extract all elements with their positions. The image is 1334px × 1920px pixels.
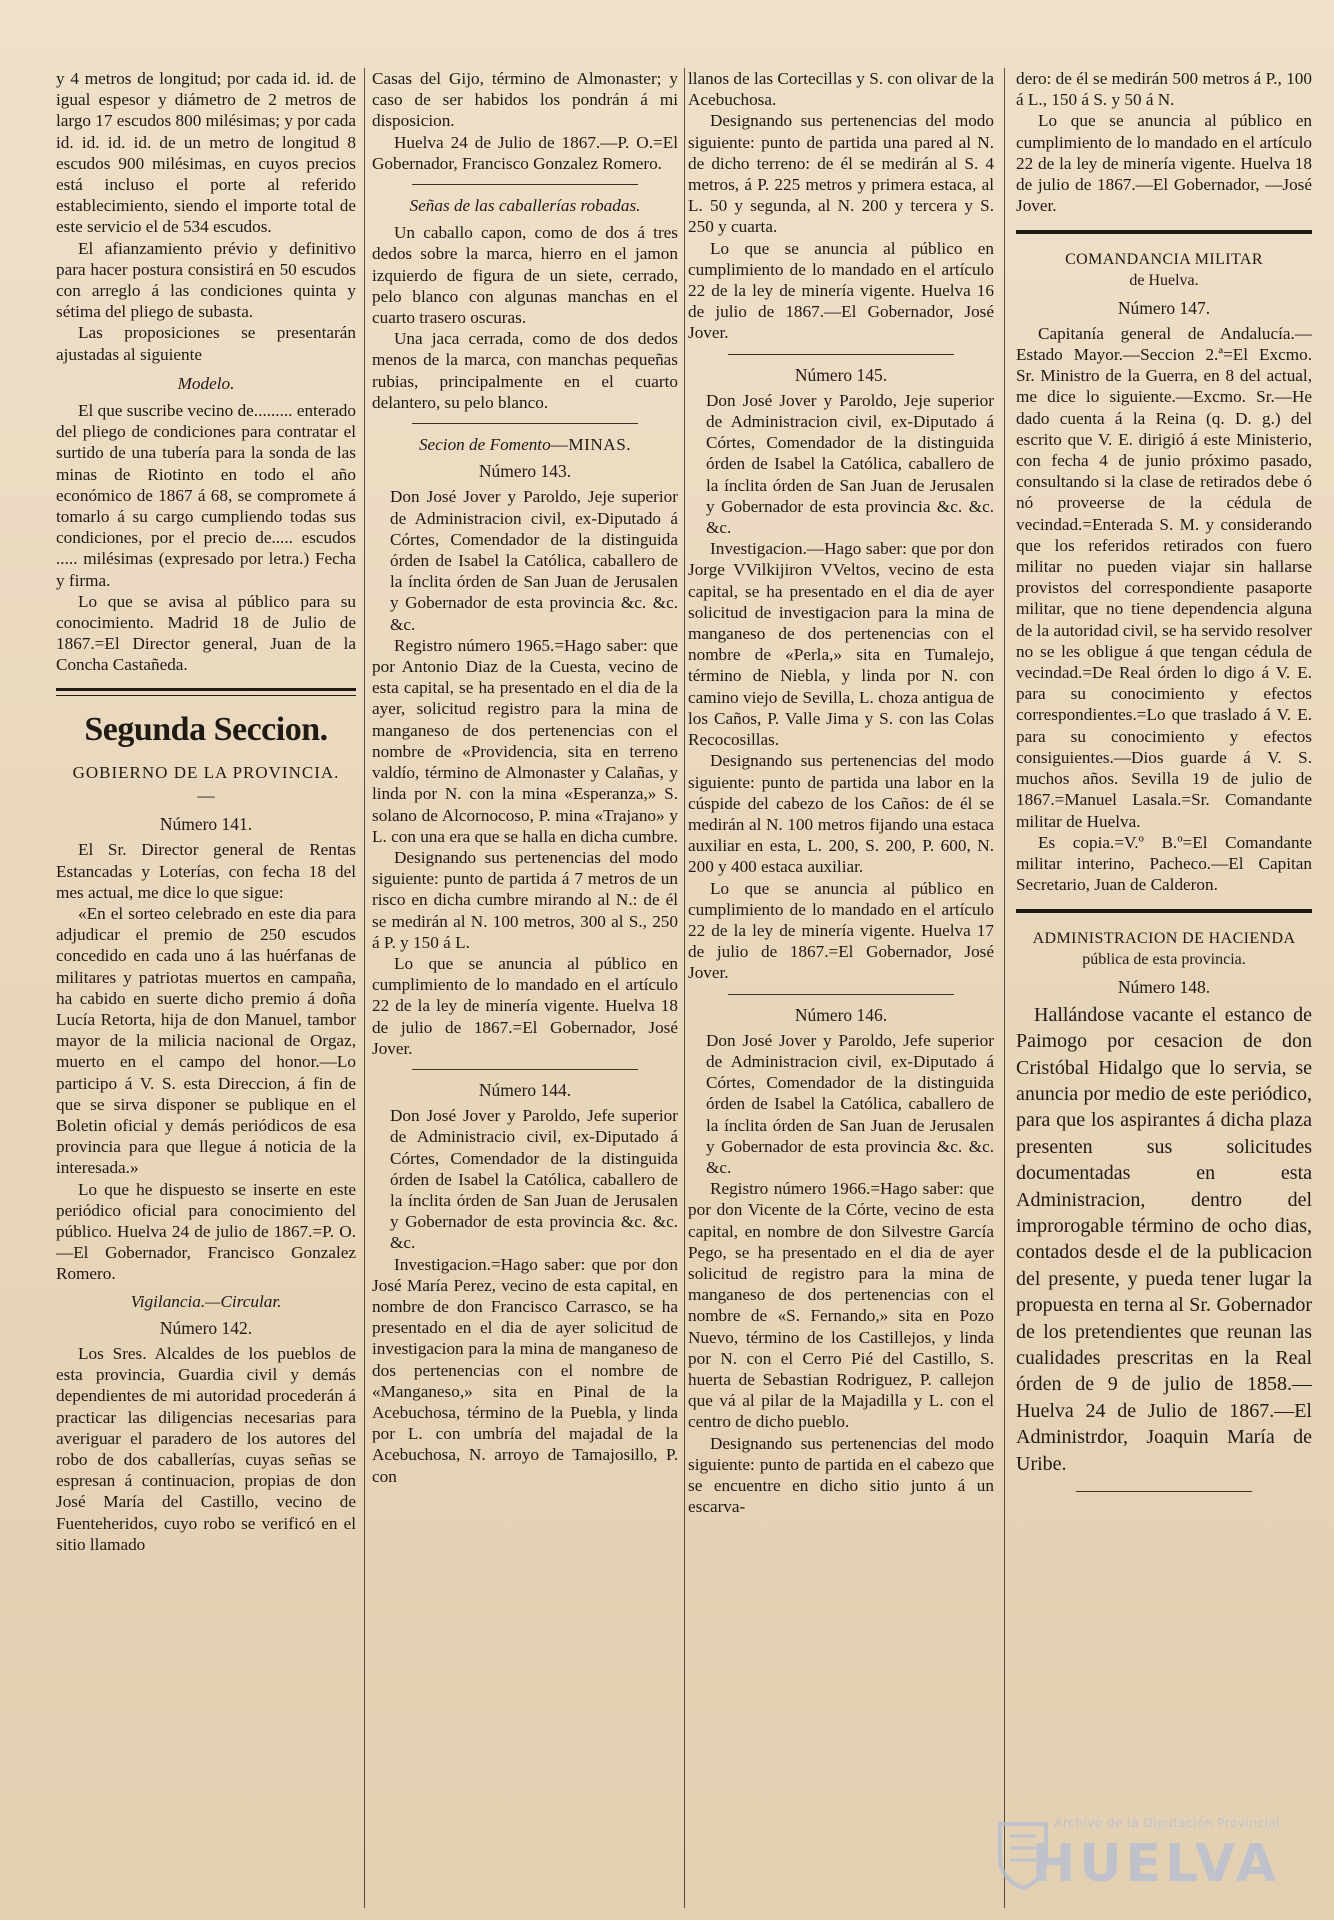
paragraph: El Sr. Director general de Rentas Estancadas y Loterías, con fecha 18 del mes actual, me dice lo que sigue: [56, 840, 356, 902]
paragraph: Designando sus pertenencias del modo siguiente: punto de partida á 7 metros de un risco en dicha cumbre mirando al N.: de él se medirán al N. 100 metros, 300 al S., 250 á P. y 150 á L. [372, 847, 678, 952]
column-1 [56, 68, 356, 1908]
notice-number: Número 143. [478, 461, 572, 482]
divider [728, 354, 954, 355]
paragraph: Un caballo capon, como de dos á tres dedos sobre la marca, hierro en el jamon izquierdo de figura de un siete, cerrado, pelo blanco con algunas manchas en el cuarto trasero oscuras. [372, 223, 678, 328]
paragraph: Don José Jover y Paroldo, Jefe superior de Administracio civil, ex-Diputado á Córtes, Comendador de la distinguida órden de Isabel la Católica, caballero de la ínclita órden de San Juan de Jerusalen y Gobernador de esta provincia &c. &c. &c. [390, 1106, 678, 1253]
paragraph: Designando sus pertenencias del modo siguiente: punto de partida una pared al N. de dicho terreno: de él se medirán al S. 4 metros, á P. 225 metros y primera estaca, al L. 50 y segunda, al N. 200 y tercera y S. 250 y cuarta. [688, 111, 994, 237]
paragraph: Don José Jover y Paroldo, Jeje superior de Administracion civil, ex-Diputado á Córtes, Comendador de la distinguida órden de Isabel la Católica, caballero de la ínclita órden de San Juan de Jerusalen y Gobernador de esta provincia &c. &c. &c. [390, 487, 678, 634]
column-divider [684, 68, 685, 1908]
gobierno-heading: GOBIERNO DE LA PROVINCIA. [72, 762, 340, 782]
paragraph: Lo que se avisa al público para su conocimiento. Madrid 18 de Julio de 1867.=El Director general, Juan de la Concha Castañeda. [56, 591, 356, 675]
divider [412, 423, 638, 424]
paragraph: Don José Jover y Paroldo, Jefe superior de Administracion civil, ex-Diputado á Córtes, Comendador de la distinguida órden de Isabel la Católica, caballero de la ínclita órden de San Juan de Jerusalen y Gobernador de esta provincia &c. &c. &c. [706, 1030, 994, 1177]
section-title: Segunda Seccion. [84, 710, 328, 748]
column-2 [372, 68, 678, 1908]
paragraph: Registro número 1966.=Hago saber: que por don Vicente de la Córte, vecino de esta capital, en nombre de don Silvestre García Pego, se ha presentado en el dia de ayer solicitud de registro para la mina de manganeso de dos pertenencias con el nombre de «S. Fernando,» sita en Pozo Nuevo, término de los Castillejos, y linda por N. con el Cerro Pié del Castillo, S. huerta de Sebastian Rodriguez, P. callejon que vá al pilar de la Majadilla y L. con el centro de dicho pueblo. [688, 1179, 994, 1432]
paragraph: Casas del Gijo, término de Almonaster; y caso de ser habidos los pondrán á mi disposicion. [372, 69, 678, 131]
archive-watermark [990, 1798, 1290, 1908]
watermark-title: HUELVA [1031, 1834, 1280, 1894]
divider [728, 994, 954, 995]
section-rule [1016, 230, 1312, 234]
admin-heading: ADMINISTRACION DE HACIENDA [1032, 930, 1296, 948]
notice-number: Número 145. [794, 364, 888, 385]
notice-number: Número 142. [159, 1317, 253, 1338]
watermark-caption: Archivo de la Diputación Provincial [1054, 1816, 1280, 1830]
paragraph: Lo que se anuncia al público en cumplimiento de lo mandado en el artículo 22 de la ley de minería vigente. Huelva 17 de julio de 1867.=El Gobernador, José Jover. [688, 878, 994, 983]
paragraph: Lo que se anuncia al público en cumplimiento de lo mandado en el artículo 22 de la ley de minería vigente. Huelva 18 de julio de 1867.—El Gobernador, —José Jover. [1016, 111, 1312, 216]
notice-number: Número 146. [794, 1004, 888, 1025]
fomento-label: Secion de Fomento [418, 435, 551, 455]
notice-number: Número 148. [1117, 976, 1211, 997]
column-divider [364, 68, 365, 1908]
notice-number: Número 144. [478, 1079, 572, 1100]
paragraph: Designando sus pertenencias del modo siguiente: punto de partida en el cabezo que se encuentre en dicho sitio junto á un escarva- [688, 1433, 994, 1517]
paragraph: Huelva 24 de Julio de 1867.—P. O.=El Gobernador, Francisco Gonzalez Romero. [372, 132, 678, 173]
paragraph: Don José Jover y Paroldo, Jeje superior de Administracion civil, ex-Diputado á Córtes, Comendador de la distinguida órden de Isabel la Católica, caballero de la ínclita órden de San Juan de Jerusalen y Gobernador de esta provincia &c. &c. &c. [706, 390, 994, 538]
comandancia-heading: COMANDANCIA MILITAR [1065, 251, 1263, 269]
divider [412, 184, 638, 185]
paragraph: Registro número 1965.=Hago saber: que por Antonio Diaz de la Cuesta, vecino de esta capital, se ha presentado en el dia de la ayer, solicitud registro para la mina de manganeso de dos pertenencias con el nombre de «Providencia, sita en terreno valdío, término de Almonaster y Calañas, y linda por N. con la mina «Esperanza,» S. solano de Alcornocoso, P. mina «Trajano» y L. con una era que se halla en dicha cumbre. [372, 635, 678, 846]
paragraph: El que suscribe vecino de......... enterado del pliego de condiciones para contratar el surtido de una tubería para la sonda de las minas de Riotinto en todo el año económico de 1867 á 68, se compromete á tomarlo á su cargo cumpliendo todas sus condiciones, por el precio de..... escudos ..... milésimas (expresado por letra.) Fecha y firma. [56, 401, 356, 590]
divider [412, 1069, 638, 1070]
admin-subheading: pública de esta provincia. [1082, 951, 1246, 969]
senas-heading: Señas de las caballerías robadas. [409, 196, 641, 216]
paragraph: Capitanía general de Andalucía.—Estado Mayor.—Seccion 2.ª=El Excmo. Sr. Ministro de la Guerra, en 8 del actual, me dice lo siguiente.—Excmo. Sr.—He dado cuenta á la Reina (q. D. g.) del escrito que V. E. dirigió á este Ministerio, con fecha 4 de junio próximo pasado, consultando si la clase de retirados debe ó nó proveerse de la cédula de vecindad.=Enterada S. M. y considerando que los referidos retirados con fuero militar no pueden viajar sin hallarse provistos del correspondiente pasaporte militar, que no tiene dependencia alguna de la autoridad civil, se ha servido resolver no se les obligue á que tengan cédula de vecindad.=De Real órden lo digo á V. E. para su conocimiento y efectos correspondientes.=Lo que traslado á V. E. para su conocimiento y efectos consiguientes.—Dios guarde á V. S. muchos años. Sevilla 19 de julio de 1867.=Manuel Lasala.=Sr. Comandante militar de Huelva. [1016, 323, 1312, 831]
column-3 [688, 68, 994, 1908]
paragraph: El afianzamiento prévio y definitivo para hacer postura consistirá en 50 escudos con arreglo á las condiciones quinta y sétima del pliego de subasta. [56, 238, 356, 322]
paragraph: Investigacion.—Hago saber: que por don Jorge VVilkijiron VVeltos, vecino de esta capital, se ha presentado en el dia de ayer solicitud de investigacion para la mina de manganeso de dos pertenencias con el nombre de «Perla,» sita en Tumalejo, término de Niebla, y linda por N. con camino viejo de Sevilla, L. choza antigua de los Caños, P. Valle Jima y S. con las Colas Recocosillas. [688, 539, 994, 750]
hacienda-notice [1016, 1002, 1312, 1477]
paragraph: Designando sus pertenencias del modo siguiente: punto de partida una labor en la cúspide del cabezo de los Caños: de él se medirán al N. 100 metros fijando una estaca auxiliar en esta, L. 200, S. 200, P. 600, N. 200 y 400 estaca auxiliar. [688, 751, 994, 877]
paragraph: Hallándose vacante el estanco de Paimogo por cesacion de don Cristóbal Hidalgo que lo servia, se anuncia por medio de este periódico, para que los aspirantes á dicha plaza presenten sus solicitudes documentadas en esta Administracion, dentro del improrogable término de ocho dias, contados desde el de la publicacion del presente, y pueda tener lugar la propuesta en terna al Sr. Gobernador de los pretendientes que reunan las cualidades prescritas en la Real órden de 9 de julio de 1858.—Huelva 24 de Julio de 1867.—El Administrdor, Joaquin María de Uribe. [1016, 1003, 1312, 1475]
notice-number: Número 147. [1117, 297, 1211, 318]
paragraph: Una jaca cerrada, como de dos dedos menos de la marca, con manchas pequeñas rubias, principalmente en el cuarto delantero, su pelo blanco. [372, 329, 678, 412]
section-rule [56, 688, 356, 696]
minas-label: —MINAS. [550, 435, 632, 455]
section-rule [1016, 909, 1312, 913]
fomento-heading [372, 434, 678, 455]
vigilancia-heading: Vigilancia.—Circular. [130, 1291, 282, 1311]
paragraph: «En el sorteo celebrado en este dia para adjudicar el premio de 250 escudos concedido en cada uno á las huérfanas de militares y patriotas muertos en campaña, ha cabido en suerte dicho premio á doña Lucía Retorta, hija de don Manuel, tambor mayor de la milicia nacional de Orgaz, muerto en el campo del honor.—Lo participo á V. S. esta Direccion, á fin de que se sirva disponer se publique en el Boletin oficial y demás periódicos de esa provincia para que llegue á noticia de la interesada.» [56, 903, 356, 1178]
divider [1076, 1491, 1252, 1492]
dash-separator: — [197, 785, 215, 805]
paragraph: Lo que se anuncia al público en cumplimiento de lo mandado en el artículo 22 de la ley de minería vigente. Huelva 18 de julio de 1867.=El Gobernador, José Jover. [372, 953, 678, 1058]
paragraph: Las proposiciones se presentarán ajustadas al siguiente [56, 323, 356, 364]
column-4 [1016, 68, 1312, 1908]
paragraph: Los Sres. Alcaldes de los pueblos de esta provincia, Guardia civil y demás dependientes de mi autoridad procederán á practicar las diligencias necesarias para averiguar el paradero de los autores del robo de dos caballerías, cuyas señas se espresan á continuacion, propias de don José María del Castillo, vecino de Fuenteheridos, cuyo robo se verificó en el sitio llamado [56, 1343, 356, 1554]
paragraph: Lo que he dispuesto se inserte en este periódico oficial para conocimiento del público. Huelva 24 de julio de 1867.=P. O.—El Gobernador, Francisco Gonzalez Romero. [56, 1179, 356, 1284]
paragraph: dero: de él se medirán 500 metros á P., 100 á L., 150 á S. y 50 á N. [1016, 69, 1312, 110]
paragraph: y 4 metros de longitud; por cada id. id. de igual espesor y diámetro de 2 metros de largo 17 escudos 800 milésimas; y por cada id. id. id. id. de un metro de longitud 8 escudos 900 milésimas, en cuyos precios está incluso el porte al referido establecimiento, siendo el importe total de este servicio el de 534 escudos. [56, 69, 356, 237]
paragraph: Es copia.=V.º B.º=El Comandante militar interino, Pacheco.—El Capitan Secretario, Juan de Calderon. [1016, 832, 1312, 895]
paragraph: Lo que se anuncia al público en cumplimiento de lo mandado en el artículo 22 de la ley de minería vigente. Huelva 16 de julio de 1867.—El Gobernador, José Jover. [688, 238, 994, 343]
notice-number: Número 141. [159, 814, 253, 835]
column-divider [1004, 68, 1005, 1908]
paragraph: llanos de las Cortecillas y S. con olivar de la Acebuchosa. [688, 69, 994, 110]
paragraph: Investigacion.=Hago saber: que por don José María Perez, vecino de esta capital, en nombre de don Francisco Carrasco, se ha presentado en el dia de ayer solicitud de investigacion para la mina de manganeso de dos pertenencias con el nombre de «Manganeso,» sita en Pinal de la Acebuchosa, término de la Puebla, y linda por L. con umbría del majadal de la Acebuchosa, N. arroyo de Tamajosillo, P. con [372, 1254, 678, 1486]
model-heading: Modelo. [177, 373, 235, 393]
comandancia-subheading: de Huelva. [1129, 272, 1199, 290]
